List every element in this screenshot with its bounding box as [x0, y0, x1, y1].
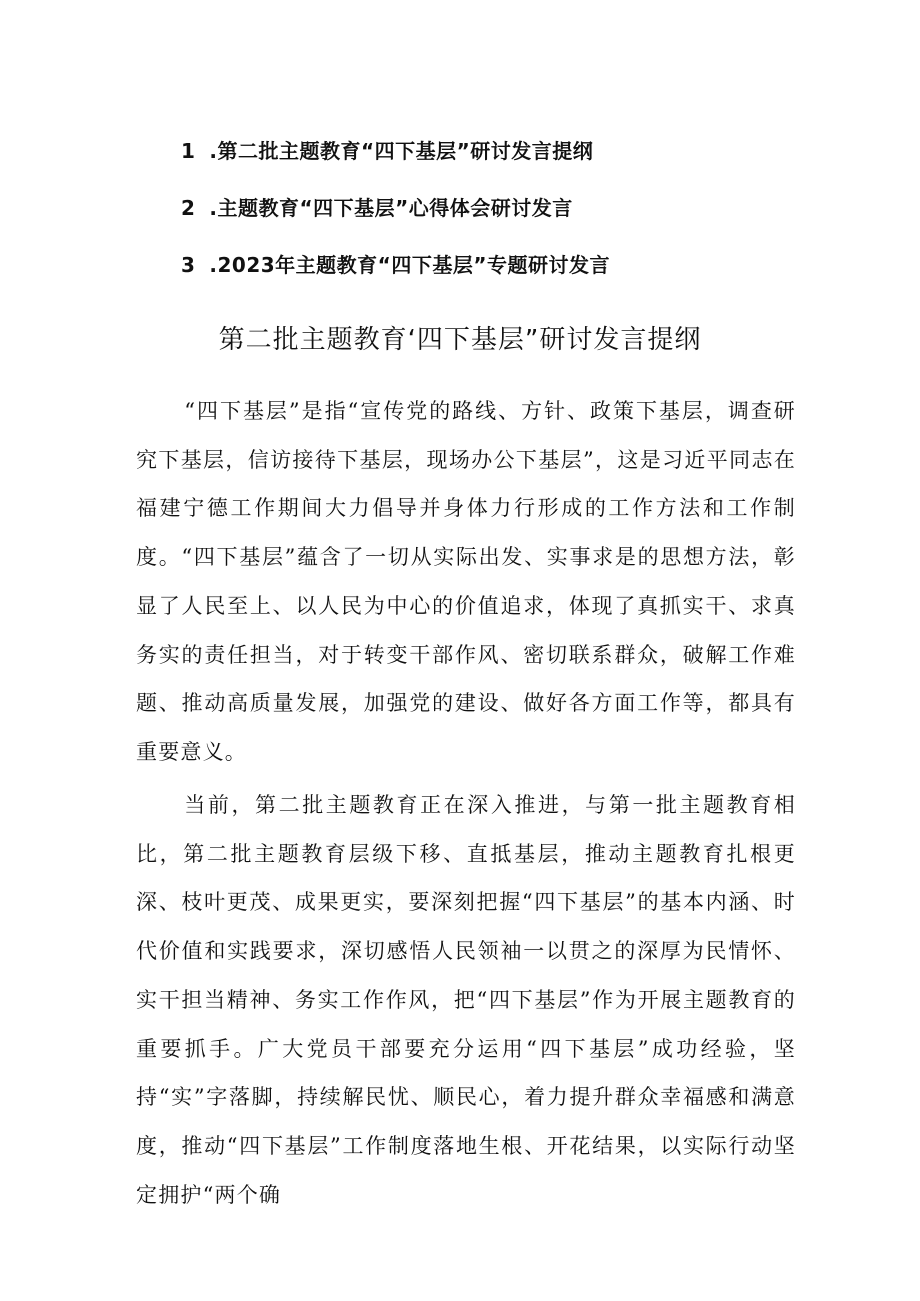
toc-item-3 [181, 247, 801, 283]
toc-item-1 [181, 133, 801, 169]
body-paragraph-2: 当前，第二批主题教育正在深入推进，与第一批主题教育相比，第二批主题教育层级下移、直抵基层，推动主题教育扎根更深、枝叶更茂、成果更实，要深刻把握“四下基层”的基本内涵、时代价值和实践要求，深切感悟人民领袖一以贯之的深厚为民情怀、实干担当精神、务实工作作风，把“四下基层”作为开展主题教育的重要抓手。广大党员干部要充分运用“四下基层”成功经验，坚持“实”字落脚，持续解民忧、顺民心，着力提升群众幸福感和满意度，推动“四下基层”工作制度落地生根、开花结果，以实际行动坚定拥护“两个确 [136, 793, 796, 1207]
toc-item-number: 1 [181, 139, 196, 163]
body-paragraph-1: “四下基层”是指“宣传党的路线、方针、政策下基层，调查研究下基层，信访接待下基层，现场办公下基层”，这是习近平同志在福建宁德工作期间大力倡导并身体力行形成的工作方法和工作制度。“四下基层”蕴含了一切从实际出发、实事求是的思想方法，彰显了人民至上、以人民为中心的价值追求，体现了真抓实干、求真务实的责任担当，对于转变干部作风、密切联系群众，破解工作难题、推动高质量发展，加强党的建设、做好各方面工作等，都具有重要意义。 [136, 399, 796, 764]
table-of-contents [181, 133, 801, 304]
document-title: 第二批主题教育‘四下基层”研讨发言提纲 [218, 325, 702, 355]
toc-item-text: .2023年主题教育“四下基层”专题研讨发言 [209, 253, 610, 277]
toc-item-text: .第二批主题教育“四下基层”研讨发言提纲 [209, 139, 594, 163]
toc-item-text: .主题教育“四下基层”心得体会研讨发言 [209, 196, 573, 220]
toc-item-number: 2 [181, 196, 196, 220]
toc-item-number: 3 [181, 253, 196, 277]
toc-item-2 [181, 190, 801, 226]
